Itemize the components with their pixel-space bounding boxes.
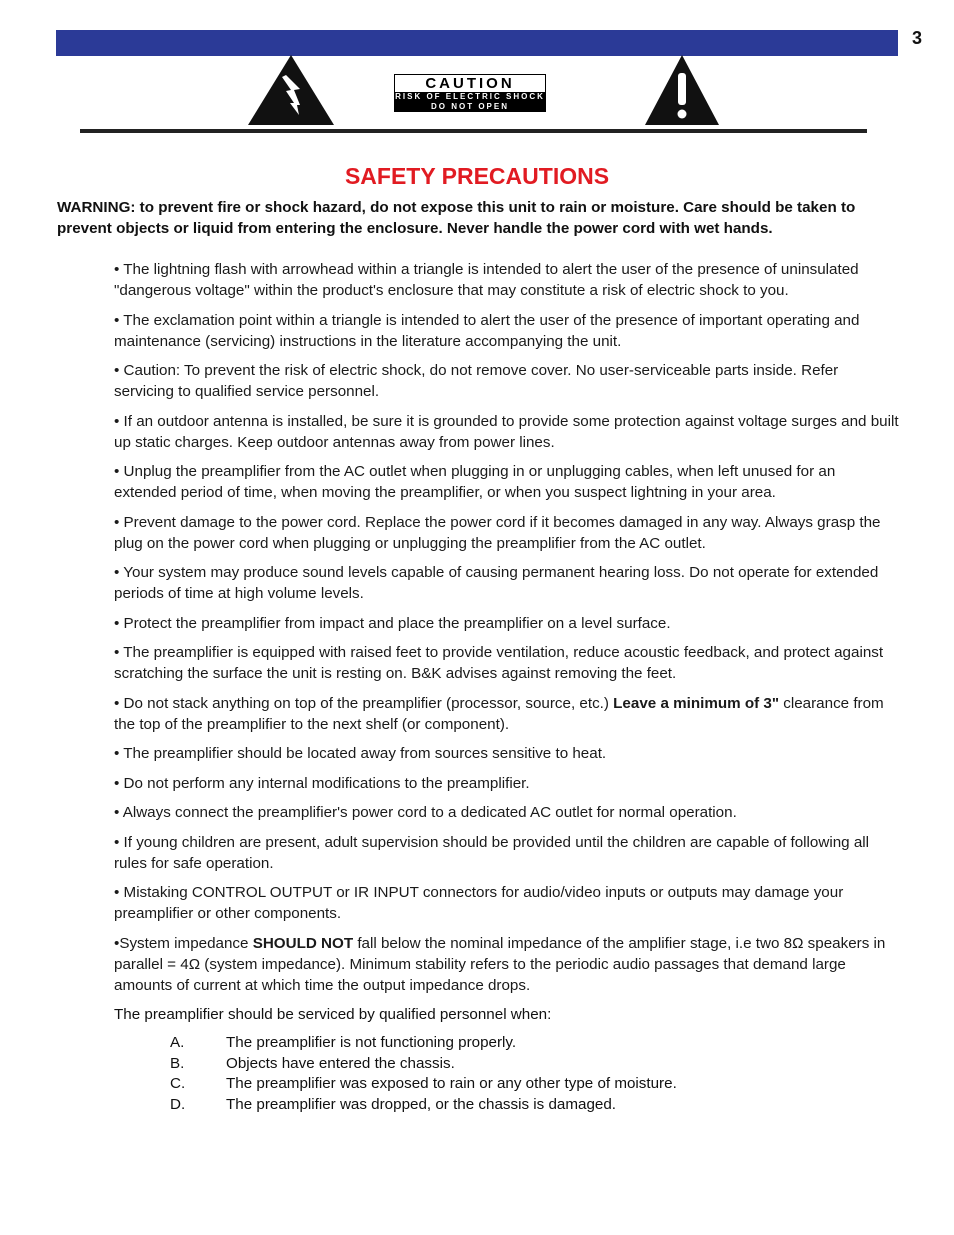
precaution-item: • Caution: To prevent the risk of electric shock, do not remove cover. No user-serviceable parts inside. Refer servicing to qualified service personnel. bbox=[114, 362, 839, 400]
impedance-text-bold: SHOULD NOT bbox=[252, 934, 354, 952]
service-list-text: The preamplifier was dropped, or the chassis is damaged. bbox=[226, 1095, 617, 1113]
page-number: 3 bbox=[912, 28, 923, 48]
precaution-item: • Always connect the preamplifier's power cord to a dedicated AC outlet for normal operation. bbox=[114, 804, 737, 821]
service-list-letter: B. bbox=[170, 1054, 185, 1072]
precaution-item: • Unplug the preamplifier from the AC outlet when plugging in or unplugging cables, when left unused for an extended period of time, when moving the preamplifier, or when you suspect lightning in your area. bbox=[114, 463, 836, 501]
service-list-letter: A. bbox=[170, 1034, 185, 1051]
service-list-letter: D. bbox=[170, 1095, 186, 1113]
precaution-item: • The exclamation point within a triangle is intended to alert the user of the presence of important operating and maintenance (servicing) instructions in the literature accompanying the unit. bbox=[114, 311, 860, 350]
service-list-letter: C. bbox=[170, 1075, 186, 1092]
caution-subtitle bbox=[395, 92, 545, 111]
precaution-item: • Mistaking CONTROL OUTPUT or IR INPUT connectors for audio/video inputs or outputs may damage your preamplifier or other components. bbox=[114, 884, 844, 922]
precaution-item: • Do not perform any internal modifications to the preamplifier. bbox=[114, 774, 530, 792]
header-bar bbox=[56, 30, 898, 56]
service-list-item bbox=[114, 1033, 900, 1054]
stacking-text-before: • Do not stack anything on top of the preamplifier (processor, source, etc.) bbox=[114, 694, 614, 712]
precaution-item: • The preamplifier is equipped with raised feet to provide ventilation, reduce acoustic feedback, and protect against scratching the surface the unit is resting on. B&K advises against removing the feet. bbox=[114, 644, 884, 682]
lightning-warning-icon bbox=[248, 55, 334, 125]
precaution-item: • Your system may produce sound levels capable of causing permanent hearing loss. Do not operate for extended periods of time at high volume levels. bbox=[114, 564, 879, 602]
precaution-item: • The lightning flash with arrowhead within a triangle is intended to alert the user of the presence of uninsulated "dangerous voltage" within the product's enclosure that may constitute a risk of electric shock to you. bbox=[114, 261, 859, 299]
service-list-text: The preamplifier was exposed to rain or any other type of moisture. bbox=[226, 1075, 677, 1092]
service-list-item bbox=[114, 1095, 900, 1116]
warning-paragraph: WARNING: to prevent fire or shock hazard, do not expose this unit to rain or moisture. Care should be taken to prevent objects or liquid from entering the enclosure. Never handle the power cord with wet hands. bbox=[57, 199, 856, 237]
service-intro: The preamplifier should be serviced by qualified personnel when: bbox=[114, 1006, 552, 1023]
precautions-list bbox=[114, 259, 900, 1115]
precaution-item: • If young children are present, adult supervision should be provided until the children are capable of following all rules for safe operation. bbox=[114, 833, 870, 872]
precaution-item: • Protect the preamplifier from impact and place the preamplifier on a level surface. bbox=[114, 614, 671, 632]
impedance-text-before: •System impedance bbox=[114, 934, 253, 952]
stacking-text-bold: Leave a minimum of 3" bbox=[613, 694, 780, 712]
precaution-item-stacking bbox=[114, 693, 900, 735]
impedance-text-after: fall below the nominal impedance of the amplifier stage, i.e two 8Ω speakers in parallel = 4Ω (system impedance). Minimum stability refers to the periodic audio passages that demand large amounts of current at which time the output impedance drops. bbox=[114, 934, 886, 994]
caution-label bbox=[394, 74, 546, 112]
service-list-item bbox=[114, 1054, 900, 1075]
caution-line-1: RISK OF ELECTRIC SHOCK bbox=[395, 92, 545, 101]
precaution-item: • If an outdoor antenna is installed, be sure it is grounded to provide some protection against voltage surges and built up static charges. Keep outdoor antennas away from power lines. bbox=[114, 412, 899, 451]
precaution-item-impedance bbox=[114, 933, 900, 996]
service-list-text: Objects have entered the chassis. bbox=[226, 1054, 455, 1072]
precaution-item: • Prevent damage to the power cord. Replace the power cord if it becomes damaged in any way. Always grasp the plug on the power cord when plugging or unplugging the preamplifier from the AC outlet. bbox=[114, 513, 881, 552]
caution-title: CAUTION bbox=[425, 75, 515, 92]
precaution-item: • The preamplifier should be located away from sources sensitive to heat. bbox=[114, 745, 607, 762]
service-list-item bbox=[114, 1074, 900, 1095]
exclamation-warning-icon bbox=[645, 55, 719, 125]
caution-line-2: DO NOT OPEN bbox=[430, 101, 509, 111]
stacking-text-after: clearance from the top of the preamplifier to the next shelf (or component). bbox=[114, 694, 884, 733]
page-title: SAFETY PRECAUTIONS bbox=[344, 163, 610, 189]
service-list-text: The preamplifier is not functioning properly. bbox=[226, 1034, 517, 1051]
divider-rule bbox=[80, 129, 867, 133]
